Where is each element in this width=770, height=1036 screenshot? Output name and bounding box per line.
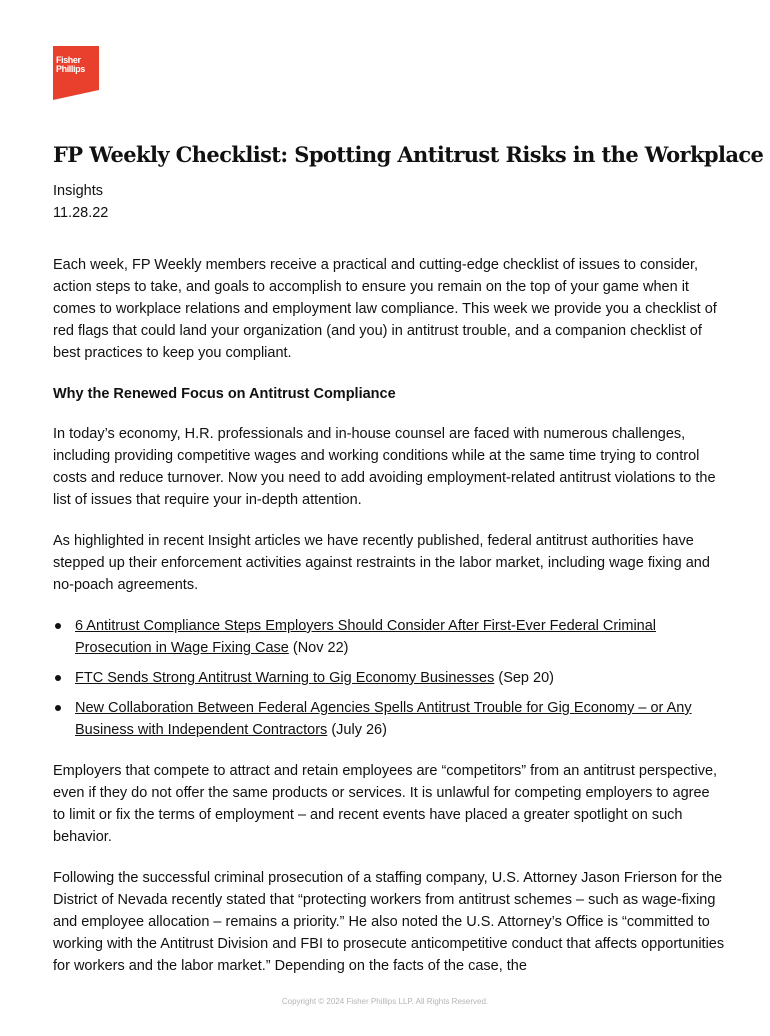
related-articles-list xyxy=(53,615,725,741)
body-paragraph-4: Following the successful criminal prosecution of a staffing company, U.S. Attorney Jason Frierson for the District of Nevada recently stated that “protecting workers from antitrust schemes – such as wage-fixing and employee allocation – remains a priority.” He also noted the U.S. Attorney’s Office is “committed to working with the Antitrust Division and FBI to prosecute anticompetitive conduct that affects opportunities for workers and the labor market.” Depending on the facts of the case, the xyxy=(53,870,725,974)
related-article-date-3: (July 26) xyxy=(327,722,387,738)
list-item xyxy=(75,615,725,659)
intro-paragraph: Each week, FP Weekly members receive a practical and cutting-edge checklist of issues to consider, action steps to take, and goals to accomplish to ensure you remain on the top of your game when it comes to workplace relations and employment law compliance. This week we provide you a checklist of red flags that could land your organization (and you) in antitrust trouble, and a companion checklist of best practices to keep you compliant. xyxy=(53,257,717,361)
logo-wordmark xyxy=(56,56,85,74)
related-article-link-2[interactable]: FTC Sends Strong Antitrust Warning to Gig Economy Businesses xyxy=(75,670,495,686)
list-item xyxy=(75,697,725,741)
list-item xyxy=(75,667,725,689)
section-heading: Why the Renewed Focus on Antitrust Compliance xyxy=(53,386,396,402)
copyright-footer: Copyright © 2024 Fisher Phillips LLP. All Rights Reserved. xyxy=(0,995,770,1036)
article-date: 11.28.22 xyxy=(53,205,109,221)
body-paragraph-2: As highlighted in recent Insight articles we have recently published, federal antitrust authorities have stepped up their enforcement activities against restraints in the labor market, including wage fixing and no-poach agreements. xyxy=(53,533,710,593)
article-body xyxy=(53,254,725,996)
related-article-link-1[interactable]: 6 Antitrust Compliance Steps Employers Should Consider After First-Ever Federal Criminal Prosecution in Wage Fixing Case xyxy=(75,618,657,656)
article-meta xyxy=(53,180,108,224)
logo-line-2: Phillips xyxy=(56,64,85,74)
logo-line-1: Fisher xyxy=(56,55,81,65)
related-article-date-1: (Nov 22) xyxy=(288,640,349,656)
article-category: Insights xyxy=(53,183,103,199)
body-paragraph-3: Employers that compete to attract and retain employees are “competitors” from an antitrust perspective, even if they do not offer the same products or services. It is unlawful for competing employers to agree to limit or fix the terms of employment – and recent events have placed a greater spotlight on such behavior. xyxy=(53,763,718,845)
related-article-link-3[interactable]: New Collaboration Between Federal Agencies Spells Antitrust Trouble for Gig Economy – or Any Business with Independent Contractors xyxy=(75,700,692,738)
body-paragraph-1: In today’s economy, H.R. professionals and in-house counsel are faced with numerous challenges, including providing competitive wages and working conditions while at the same time trying to control costs and reduce turnover. Now you need to add avoiding employment-related antitrust violations to the list of issues that require your in-depth attention. xyxy=(53,426,716,508)
page-title: FP Weekly Checklist: Spotting Antitrust Risks in the Workplace xyxy=(53,142,764,167)
fisher-phillips-logo xyxy=(53,46,99,100)
related-article-date-2: (Sep 20) xyxy=(494,670,554,686)
